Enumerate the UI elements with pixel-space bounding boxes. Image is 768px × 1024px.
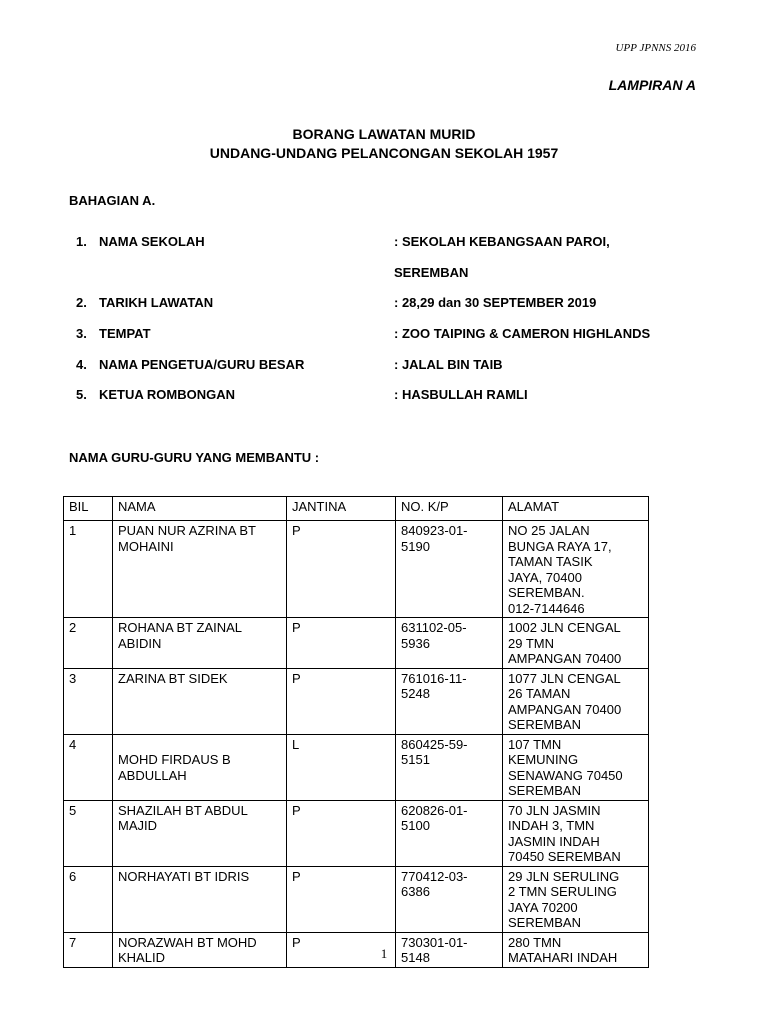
- cell-alamat: [503, 521, 649, 618]
- cell-line: 5190: [401, 538, 430, 554]
- cell-line: 107 TMN: [508, 736, 562, 752]
- cell-nama: [113, 521, 287, 618]
- cell-line: 280 TMN: [508, 934, 562, 950]
- cell-nama: [113, 618, 287, 669]
- cell-line: ZARINA BT SIDEK: [118, 670, 228, 686]
- cell-bil: 4: [64, 734, 113, 800]
- field-label-place: TEMPAT: [99, 326, 151, 341]
- cell-alamat: [503, 866, 649, 932]
- cell-line: 631102-05-: [401, 620, 467, 635]
- cell-line: 6386: [401, 884, 430, 899]
- column-header-jantina: JANTINA: [287, 497, 396, 521]
- cell-line: JAYA, 70400: [508, 569, 582, 585]
- cell-line: TAMAN TASIK: [508, 554, 593, 569]
- cell-line: KEMUNING: [508, 752, 579, 767]
- cell-nama: [113, 734, 287, 800]
- cell-line: 70 JLN JASMIN: [508, 802, 601, 818]
- cell-line: 5100: [401, 818, 430, 833]
- cell-line: 770412-03-: [401, 868, 468, 884]
- field-value-school-name: : SEKOLAH KEBANGSAAN PAROI,: [394, 234, 610, 249]
- cell-line: 2 TMN SERULING: [508, 884, 617, 899]
- table-body: [64, 521, 649, 968]
- cell-jantina: P: [287, 668, 396, 734]
- page-number: 1: [380, 946, 388, 961]
- cell-line: AMPANGAN 70400: [508, 701, 622, 717]
- cell-bil: 2: [64, 618, 113, 669]
- field-value-principal: : JALAL BIN TAIB: [394, 357, 503, 372]
- cell-jantina: P: [287, 866, 396, 932]
- cell-line: ABIDIN: [118, 635, 162, 651]
- cell-jantina: P: [287, 521, 396, 618]
- cell-kp: [396, 668, 503, 734]
- cell-line: 5936: [401, 635, 430, 651]
- cell-line: 012-7144646: [508, 600, 585, 616]
- cell-line: 1002 JLN CENGAL: [508, 620, 621, 635]
- cell-line: MOHAINI: [118, 538, 174, 554]
- cell-line: 730301-01-: [401, 934, 468, 950]
- cell-line: SEREMBAN: [508, 915, 581, 930]
- appendix-label: LAMPIRAN A: [608, 77, 696, 93]
- field-value-school-name-cont: SEREMBAN: [394, 265, 469, 280]
- cell-jantina: L: [287, 734, 396, 800]
- cell-kp: [396, 866, 503, 932]
- cell-alamat: [503, 800, 649, 866]
- cell-line: JASMIN INDAH: [508, 833, 600, 849]
- cell-bil: 1: [64, 521, 113, 618]
- document-code: UPP JPNNS 2016: [615, 42, 696, 54]
- table-row: [64, 521, 649, 618]
- cell-nama: [113, 800, 287, 866]
- cell-nama: [113, 668, 287, 734]
- cell-alamat: [503, 734, 649, 800]
- form-subtitle: UNDANG-UNDANG PELANCONGAN SEKOLAH 1957: [209, 145, 559, 161]
- cell-line: JAYA 70200: [508, 899, 578, 915]
- cell-line: SEREMBAN: [508, 783, 581, 798]
- cell-jantina: P: [287, 800, 396, 866]
- field-number: 5.: [76, 387, 87, 402]
- cell-line: 70450 SEREMBAN: [508, 849, 621, 864]
- cell-line: PUAN NUR AZRINA BT: [118, 523, 256, 538]
- cell-alamat: [503, 668, 649, 734]
- field-label-group-leader: KETUA ROMBONGAN: [99, 387, 236, 402]
- cell-nama: [113, 866, 287, 932]
- cell-line: 620826-01-: [401, 802, 468, 818]
- cell-line: 1077 JLN CENGAL: [508, 670, 621, 686]
- cell-kp: [396, 521, 503, 618]
- field-value-visit-date: : 28,29 dan 30 SEPTEMBER 2019: [394, 295, 597, 310]
- cell-line: SENAWANG 70450: [508, 767, 623, 783]
- cell-line: 860425-59-: [401, 736, 468, 752]
- field-value-group-leader: : HASBULLAH RAMLI: [394, 387, 528, 402]
- field-label-principal: NAMA PENGETUA/GURU BESAR: [99, 357, 305, 372]
- cell-kp: [396, 734, 503, 800]
- column-header-nama: NAMA: [113, 497, 287, 521]
- column-header-alamat: ALAMAT: [503, 497, 649, 521]
- cell-line: NORAZWAH BT MOHD: [118, 934, 257, 950]
- field-value-place: : ZOO TAIPING & CAMERON HIGHLANDS: [394, 326, 651, 341]
- field-number: 3.: [76, 326, 87, 341]
- cell-line: SEREMBAN: [508, 717, 581, 732]
- cell-line: 29 JLN SERULING: [508, 868, 620, 884]
- cell-jantina: P: [287, 932, 396, 967]
- cell-alamat: [503, 618, 649, 669]
- cell-line: ROHANA BT ZAINAL: [118, 620, 243, 635]
- cell-jantina: P: [287, 618, 396, 669]
- cell-line: 761016-11-: [401, 670, 467, 686]
- cell-line: NO 25 JALAN: [508, 523, 590, 538]
- cell-line: AMPANGAN 70400: [508, 651, 622, 666]
- table-row: [64, 734, 649, 800]
- field-label-visit-date: TARIKH LAWATAN: [99, 295, 214, 310]
- cell-line: NORHAYATI BT IDRIS: [118, 868, 250, 884]
- table-row: [64, 800, 649, 866]
- field-number: 1.: [76, 234, 87, 249]
- cell-line: 5148: [401, 950, 430, 965]
- cell-bil: 6: [64, 866, 113, 932]
- cell-line: 29 TMN: [508, 635, 554, 651]
- cell-line: SEREMBAN.: [508, 585, 585, 600]
- field-number: 4.: [76, 357, 87, 372]
- cell-bil: 7: [64, 932, 113, 967]
- field-label-school-name: NAMA SEKOLAH: [99, 234, 205, 249]
- table-row: [64, 618, 649, 669]
- cell-line: BUNGA RAYA 17,: [508, 538, 612, 554]
- table-row: [64, 668, 649, 734]
- helpers-heading: NAMA GURU-GURU YANG MEMBANTU :: [69, 450, 320, 465]
- cell-bil: 3: [64, 668, 113, 734]
- cell-line: MOHD FIRDAUS B: [118, 752, 231, 767]
- cell-bil: 5: [64, 800, 113, 866]
- teachers-table: [63, 496, 649, 968]
- cell-line: 840923-01-: [401, 523, 468, 538]
- cell-line: MATAHARI INDAH: [508, 950, 618, 965]
- cell-line: [118, 737, 281, 753]
- cell-line: 26 TAMAN: [508, 686, 571, 701]
- cell-line: 5248: [401, 686, 430, 701]
- cell-line: KHALID: [118, 950, 165, 965]
- table-row: [64, 866, 649, 932]
- cell-kp: [396, 618, 503, 669]
- cell-line: ABDULLAH: [118, 767, 187, 783]
- cell-line: MAJID: [118, 818, 157, 833]
- cell-line: 5151: [401, 752, 430, 767]
- cell-kp: [396, 800, 503, 866]
- section-heading: BAHAGIAN A.: [69, 193, 156, 208]
- form-title: BORANG LAWATAN MURID: [292, 126, 476, 142]
- cell-line: INDAH 3, TMN: [508, 818, 595, 833]
- column-header-bil: BIL: [64, 497, 113, 521]
- field-number: 2.: [76, 295, 87, 310]
- column-header-kp: NO. K/P: [396, 497, 503, 521]
- table-header-row: [64, 497, 649, 521]
- cell-line: SHAZILAH BT ABDUL: [118, 802, 248, 818]
